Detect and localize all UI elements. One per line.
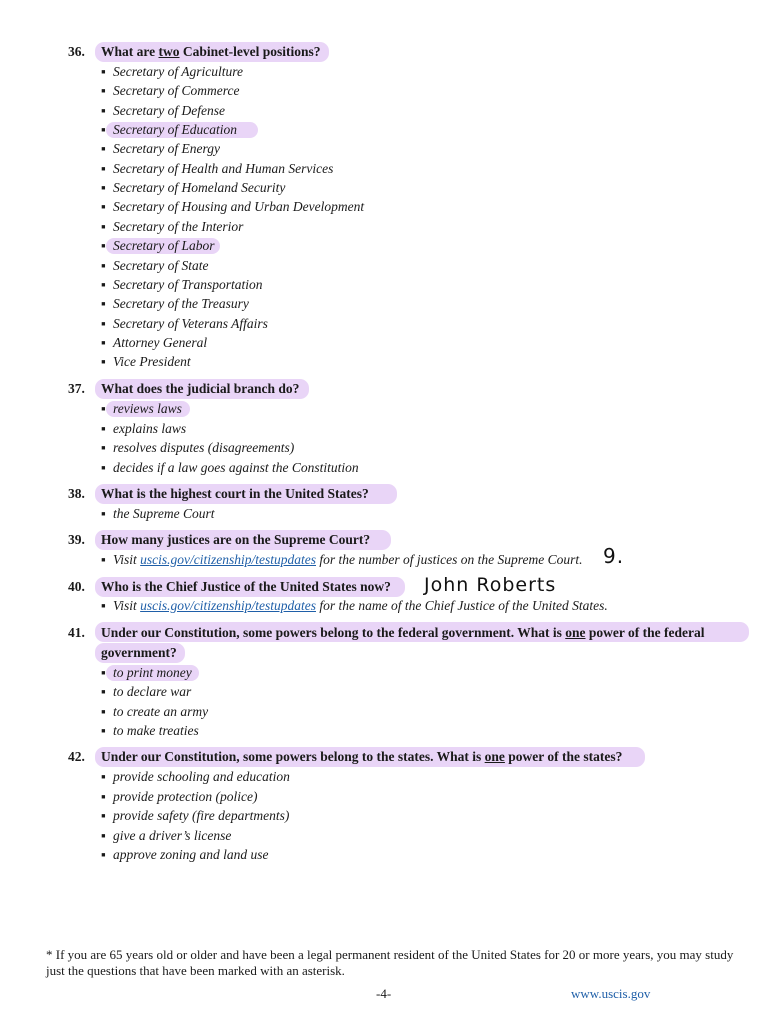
bullet-icon: ▪ [101, 665, 106, 680]
question-number: 36. [68, 44, 85, 59]
bullet-icon: ▪ [101, 703, 106, 719]
footnote: * If you are 65 years old or older and have been a legal permanent resident of the United States for 20 or more years, you may study just the questions that have been marked with an asterisk. [46, 947, 734, 978]
question-40 [0, 579, 768, 595]
answer-text: Secretary of Labor [113, 238, 215, 254]
question-41-line2 [0, 645, 768, 661]
question-38 [0, 486, 768, 502]
bullet-icon: ▪ [101, 257, 106, 273]
answer-item [101, 83, 239, 99]
question-text: What are two Cabinet-level positions? [101, 44, 321, 59]
answer-item [101, 258, 208, 274]
bullet-icon: ▪ [101, 102, 106, 118]
answer-item [101, 316, 268, 332]
handwritten-answer-39: 9. [603, 544, 625, 568]
answer-text: reviews laws [113, 401, 182, 416]
question-36 [0, 44, 768, 60]
answer-item [101, 219, 243, 235]
answer-text: Secretary of Education [113, 122, 237, 138]
answer-text: Secretary of Energy [113, 141, 220, 157]
answer-item [101, 161, 333, 177]
bullet-icon: ▪ [101, 180, 106, 196]
bullet-icon: ▪ [101, 401, 106, 416]
bullet-icon: ▪ [101, 315, 106, 331]
question-number: 39. [68, 532, 85, 547]
answer-item [101, 723, 199, 739]
website-link[interactable]: www.uscis.gov [571, 986, 651, 1001]
question-number: 41. [68, 625, 85, 640]
bullet-icon: ▪ [101, 847, 106, 862]
answer-text: Secretary of Agriculture [113, 64, 243, 79]
question-39 [0, 532, 768, 548]
answer-item [101, 460, 359, 476]
answer-item [101, 828, 231, 844]
bullet-icon: ▪ [101, 160, 106, 176]
answer-item [101, 180, 285, 196]
bullet-icon: ▪ [101, 440, 106, 455]
answer-text: the Supreme Court [113, 506, 215, 521]
answer-item [101, 296, 249, 312]
answer-text: Secretary of Housing and Urban Development [113, 199, 365, 215]
answer-item [101, 704, 208, 720]
answer-text: resolves disputes (disagreements) [113, 440, 295, 455]
emphasis-one: one [565, 625, 586, 640]
answer-text: provide safety (fire departments) [113, 808, 290, 823]
question-number: 37. [68, 381, 85, 396]
handwritten-answer-40: John Roberts [424, 574, 557, 596]
answer-item [101, 64, 243, 80]
bullet-icon: ▪ [101, 808, 106, 823]
answer-text: approve zoning and land use [113, 847, 269, 862]
answer-item [101, 847, 269, 863]
bullet-icon: ▪ [101, 83, 106, 99]
bullet-icon: ▪ [101, 354, 106, 370]
answer-item [101, 141, 220, 157]
bullet-icon: ▪ [101, 684, 106, 700]
answer-text: Secretary of the Treasury [113, 296, 249, 312]
question-text-line2: government? [101, 645, 177, 660]
answer-text: Attorney General [113, 334, 208, 350]
emphasis-two: two [158, 44, 180, 59]
answer-item [101, 238, 215, 254]
answer-text: Secretary of State [113, 257, 209, 273]
answer-text: Secretary of the Interior [113, 218, 244, 234]
answer-item [101, 354, 191, 370]
bullet-icon: ▪ [101, 218, 106, 234]
answer-text: to print money [113, 665, 192, 680]
answer-text: to create an army [113, 703, 209, 719]
bullet-icon: ▪ [101, 827, 106, 843]
answer-item [101, 665, 192, 681]
answer-text: decides if a law goes against the Constitution [113, 459, 359, 475]
bullet-icon: ▪ [101, 769, 106, 784]
bullet-icon: ▪ [101, 199, 106, 215]
answer-item [101, 789, 257, 805]
answer-item [101, 199, 364, 215]
question-text: Under our Constitution, some powers belong to the states. What is one power of the states? [101, 749, 623, 764]
bullet-icon: ▪ [101, 788, 106, 804]
answer-text: Secretary of Health and Human Services [113, 160, 334, 176]
answer-text: Secretary of Veterans Affairs [113, 315, 268, 331]
answer-item [101, 421, 186, 437]
answer-item [101, 440, 294, 456]
question-text: How many justices are on the Supreme Court? [101, 532, 371, 547]
answer-item [101, 401, 182, 417]
bullet-icon: ▪ [101, 296, 106, 312]
answer-text: explains laws [113, 420, 187, 436]
answer-item [101, 808, 289, 824]
question-text: Who is the Chief Justice of the United States now? [101, 579, 391, 594]
answer-text: give a driver’s license [113, 827, 232, 843]
question-text-line1: Under our Constitution, some powers belong to the federal government. What is one power of the federal [101, 625, 705, 640]
emphasis-one: one [484, 749, 505, 764]
question-42 [0, 749, 768, 765]
answer-39: ▪ Visit uscis.gov/citizenship/testupdates for the number of justices on the Supreme Court. [101, 552, 583, 567]
answer-item [101, 103, 225, 119]
testupdates-link[interactable]: uscis.gov/citizenship/testupdates [140, 598, 316, 613]
question-number: 38. [68, 486, 85, 501]
bullet-icon: ▪ [101, 552, 106, 567]
answer-text: provide schooling and education [113, 769, 290, 784]
question-41 [0, 625, 768, 641]
answer-text: Secretary of Transportation [113, 276, 263, 292]
answer-text: provide protection (police) [113, 788, 258, 804]
bullet-icon: ▪ [101, 506, 106, 521]
answer-item [101, 335, 207, 351]
answer-text: to make treaties [113, 723, 199, 739]
answer-text: Vice President [113, 354, 191, 370]
answer-text: Secretary of Commerce [113, 83, 240, 99]
question-number: 42. [68, 749, 85, 764]
bullet-icon: ▪ [101, 64, 106, 79]
answer-item [101, 506, 215, 522]
answer-40: ▪ Visit uscis.gov/citizenship/testupdates for the name of the Chief Justice of the United States. [101, 598, 608, 613]
question-text: What is the highest court in the United States? [101, 486, 369, 501]
testupdates-link[interactable]: uscis.gov/citizenship/testupdates [140, 552, 316, 567]
answer-item [101, 277, 263, 293]
question-text: What does the judicial branch do? [101, 381, 300, 396]
answer-item [101, 769, 290, 785]
answer-item [101, 122, 237, 138]
answer-text: Secretary of Homeland Security [113, 180, 286, 196]
answer-text: Secretary of Defense [113, 102, 225, 118]
page-number: -4- [376, 986, 392, 1001]
bullet-icon: ▪ [101, 459, 106, 475]
bullet-icon: ▪ [101, 141, 106, 157]
answer-text: to declare war [113, 684, 192, 700]
question-number: 40. [68, 579, 85, 594]
bullet-icon: ▪ [101, 420, 106, 436]
question-37 [0, 381, 768, 397]
bullet-icon: ▪ [101, 723, 106, 739]
bullet-icon: ▪ [101, 238, 106, 254]
answer-item [101, 684, 191, 700]
bullet-icon: ▪ [101, 276, 106, 292]
bullet-icon: ▪ [101, 122, 106, 138]
bullet-icon: ▪ [101, 598, 106, 613]
bullet-icon: ▪ [101, 334, 106, 350]
